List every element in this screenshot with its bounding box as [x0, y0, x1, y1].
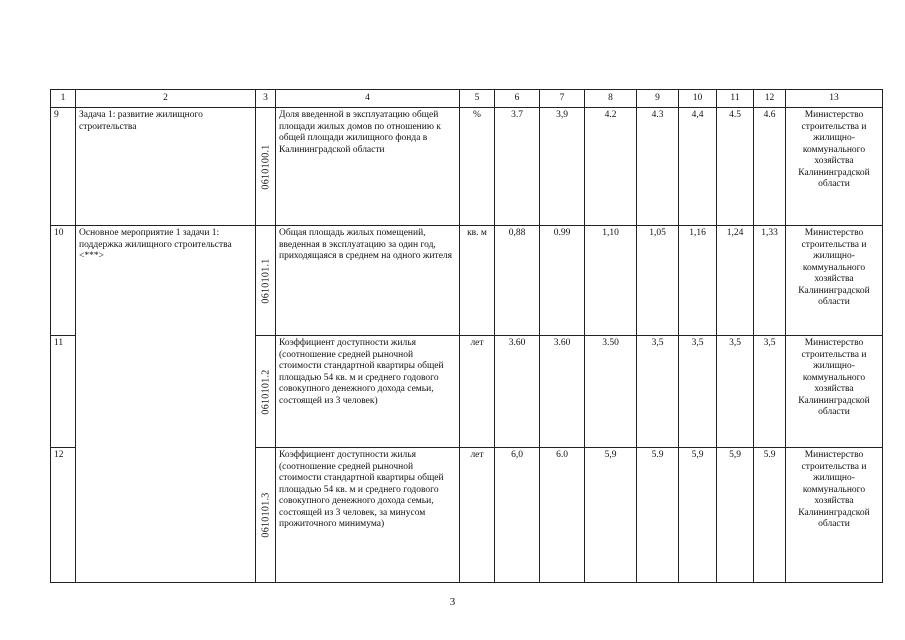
code-cell [256, 226, 276, 336]
responsible-ministry: Министерство строительства и жилищно-коммунального хозяйства Калининградской области [786, 226, 883, 336]
header-cell: 13 [786, 90, 883, 108]
header-cell: 7 [540, 90, 585, 108]
row-number: 10 [51, 226, 76, 336]
value-cell: 5,9 [679, 448, 717, 583]
code-cell [256, 108, 276, 226]
value-cell: 0,88 [495, 226, 540, 336]
indicator-code: 0610101.1 [259, 257, 271, 304]
responsible-ministry: Министерство строительства и жилищно-коммунального хозяйства Калининградской области [786, 108, 883, 226]
indicator-code: 0610101.2 [259, 368, 271, 415]
value-cell: 3,9 [540, 108, 585, 226]
value-cell: 3.60 [540, 336, 585, 448]
header-cell: 1 [51, 90, 76, 108]
row-number: 11 [51, 336, 76, 448]
header-cell: 8 [585, 90, 637, 108]
header-cell: 9 [637, 90, 679, 108]
value-cell: 4,4 [679, 108, 717, 226]
header-row [51, 90, 883, 108]
value-cell: 5.9 [637, 448, 679, 583]
unit-cell: лет [460, 336, 495, 448]
value-cell: 3,5 [679, 336, 717, 448]
value-cell: 4.6 [754, 108, 786, 226]
value-cell: 5.9 [754, 448, 786, 583]
responsible-ministry: Министерство строительства и жилищно-коммунального хозяйства Калининградской области [786, 448, 883, 583]
value-cell: 1,33 [754, 226, 786, 336]
indicators-table [50, 89, 883, 583]
responsible-ministry: Министерство строительства и жилищно-коммунального хозяйства Калининградской области [786, 336, 883, 448]
value-cell: 6.0 [540, 448, 585, 583]
value-cell: 3.60 [495, 336, 540, 448]
value-cell: 3,5 [754, 336, 786, 448]
value-cell: 5,9 [717, 448, 754, 583]
value-cell: 5,9 [585, 448, 637, 583]
header-cell: 12 [754, 90, 786, 108]
header-cell: 5 [460, 90, 495, 108]
unit-cell: лет [460, 448, 495, 583]
unit-cell: % [460, 108, 495, 226]
header-cell: 4 [276, 90, 460, 108]
indicator-name: Коэффициент доступности жилья (соотношение средней рыночной стоимости стандартной квартиры общей площадью 54 кв. м и среднего годового совокупного денежного дохода семьи, состоящей из 3 человек) [276, 336, 460, 448]
table-row [51, 108, 883, 226]
value-cell: 0.99 [540, 226, 585, 336]
page-number: 3 [449, 596, 456, 608]
value-cell: 3.50 [585, 336, 637, 448]
value-cell: 4.3 [637, 108, 679, 226]
value-cell: 4.5 [717, 108, 754, 226]
value-cell: 1,10 [585, 226, 637, 336]
indicator-code: 0610101.3 [259, 492, 271, 538]
value-cell: 1,16 [679, 226, 717, 336]
value-cell: 3,5 [637, 336, 679, 448]
value-cell: 1,24 [717, 226, 754, 336]
indicator-name: Общая площадь жилых помещений, введенная в эксплуатацию за один год, приходящаяся в среднем на одного жителя [276, 226, 460, 336]
header-cell: 10 [679, 90, 717, 108]
value-cell: 6,0 [495, 448, 540, 583]
row-number: 9 [51, 108, 76, 226]
indicator-name: Коэффициент доступности жилья (соотношение средней рыночной стоимости стандартной квартиры общей площадью 54 кв. м и среднего годового совокупного денежного дохода семьи, состоящей из 3 человек, за минусом прожиточного минимума) [276, 448, 460, 583]
header-cell: 11 [717, 90, 754, 108]
value-cell: 4.2 [585, 108, 637, 226]
header-cell: 2 [76, 90, 256, 108]
table-row [51, 226, 883, 336]
row-number: 12 [51, 448, 76, 583]
indicator-code: 0610100.1 [259, 143, 271, 190]
value-cell: 3,5 [717, 336, 754, 448]
header-cell: 3 [256, 90, 276, 108]
header-cell: 6 [495, 90, 540, 108]
task-cell: Основное мероприятие 1 задачи 1: поддержка жилищного строительства <***> [76, 226, 256, 583]
task-cell: Задача 1: развитие жилищного строительства [76, 108, 256, 226]
value-cell: 3.7 [495, 108, 540, 226]
unit-cell: кв. м [460, 226, 495, 336]
code-cell [256, 336, 276, 448]
value-cell: 1,05 [637, 226, 679, 336]
code-cell [256, 448, 276, 583]
indicator-name: Доля введенной в эксплуатацию общей площади жилых домов по отношению к общей площади жилищного фонда в Калининградской области [276, 108, 460, 226]
